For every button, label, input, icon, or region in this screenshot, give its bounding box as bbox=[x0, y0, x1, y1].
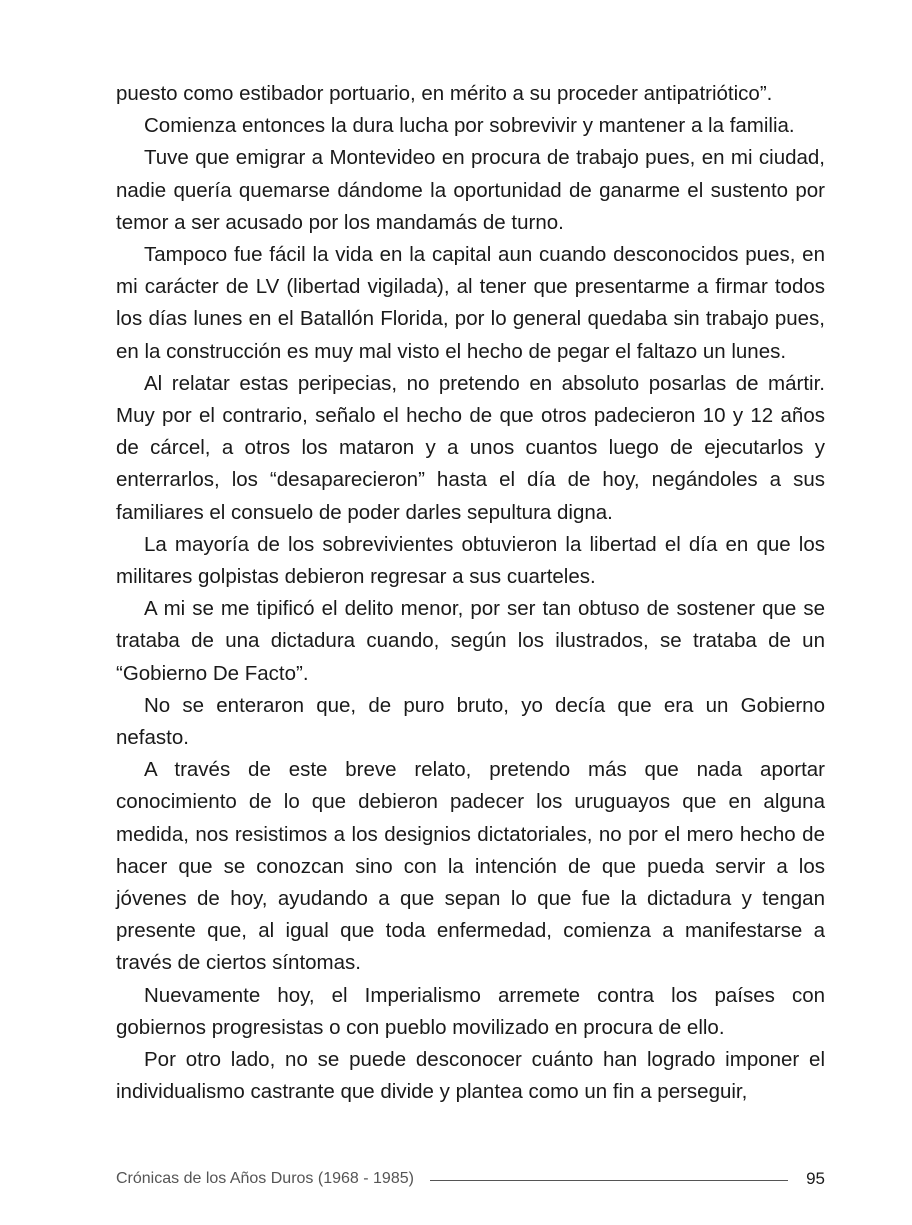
page-body bbox=[116, 78, 825, 1109]
paragraph-3: Tuve que emigrar a Montevideo en procura de trabajo pues, en mi ciudad, nadie quería quemarse dándome la oportunidad de ganarme el sustento por temor a ser acusado por los mandamás de turno. bbox=[116, 146, 825, 234]
paragraph-10: Nuevamente hoy, el Imperialismo arremete contra los países con gobiernos progresistas o con pueblo movilizado en procura de ello. bbox=[116, 983, 825, 1039]
page-footer bbox=[116, 1166, 825, 1192]
paragraph-11: Por otro lado, no se puede desconocer cuánto han logrado imponer el individualismo castrante que divide y plantea como un fin a perseguir, bbox=[116, 1048, 825, 1104]
paragraph-1: puesto como estibador portuario, en mérito a su proceder antipatriótico”. bbox=[116, 82, 773, 105]
paragraph-4: Tampoco fue fácil la vida en la capital aun cuando desconocidos pues, en mi carácter de LV (libertad vigilada), al tener que presentarme a firmar todos los días lunes en el Batallón Florida, por lo general quedaba sin trabajo pues, en la construcción es muy mal visto el hecho de pegar el faltazo un lunes. bbox=[116, 243, 825, 363]
footer-divider bbox=[430, 1180, 788, 1181]
footer-book-title: Crónicas de los Años Duros (1968 - 1985) bbox=[116, 1170, 414, 1187]
paragraph-8: No se enteraron que, de puro bruto, yo decía que era un Gobierno nefasto. bbox=[116, 693, 825, 750]
paragraph-9: A través de este breve relato, pretendo más que nada aportar conocimiento de lo que debieron padecer los uruguayos que en alguna medida, nos resistimos a los designios dictatoriales, no por el mero hecho de hacer que se conozcan sino con la intención de que pueda servir a los jóvenes de hoy, ayudando a que sepan lo que fue la dictadura y tengan presente que, al igual que toda enfermedad, comienza a manifestarse a través de ciertos síntomas. bbox=[116, 758, 825, 975]
paragraph-5: Al relatar estas peripecias, no pretendo en absoluto posarlas de mártir. Muy por el contrario, señalo el hecho de que otros padecieron 10 y 12 años de cárcel, a otros los mataron y a unos cuantos luego de ejecutarlos y enterrarlos, los “desaparecieron” hasta el día de hoy, negándoles a sus familiares el consuelo de poder darles sepultura digna. bbox=[116, 371, 825, 524]
page-number: 95 bbox=[806, 1169, 825, 1188]
paragraph-7: A mi se me tipificó el delito menor, por ser tan obtuso de sostener que se trataba de una dictadura cuando, según los ilustrados, se trataba de un “Gobierno De Facto”. bbox=[116, 597, 825, 685]
paragraph-2: Comienza entonces la dura lucha por sobrevivir y mantener a la familia. bbox=[144, 114, 795, 138]
paragraph-6: La mayoría de los sobrevivientes obtuvieron la libertad el día en que los militares golpistas debieron regresar a sus cuarteles. bbox=[116, 532, 825, 589]
